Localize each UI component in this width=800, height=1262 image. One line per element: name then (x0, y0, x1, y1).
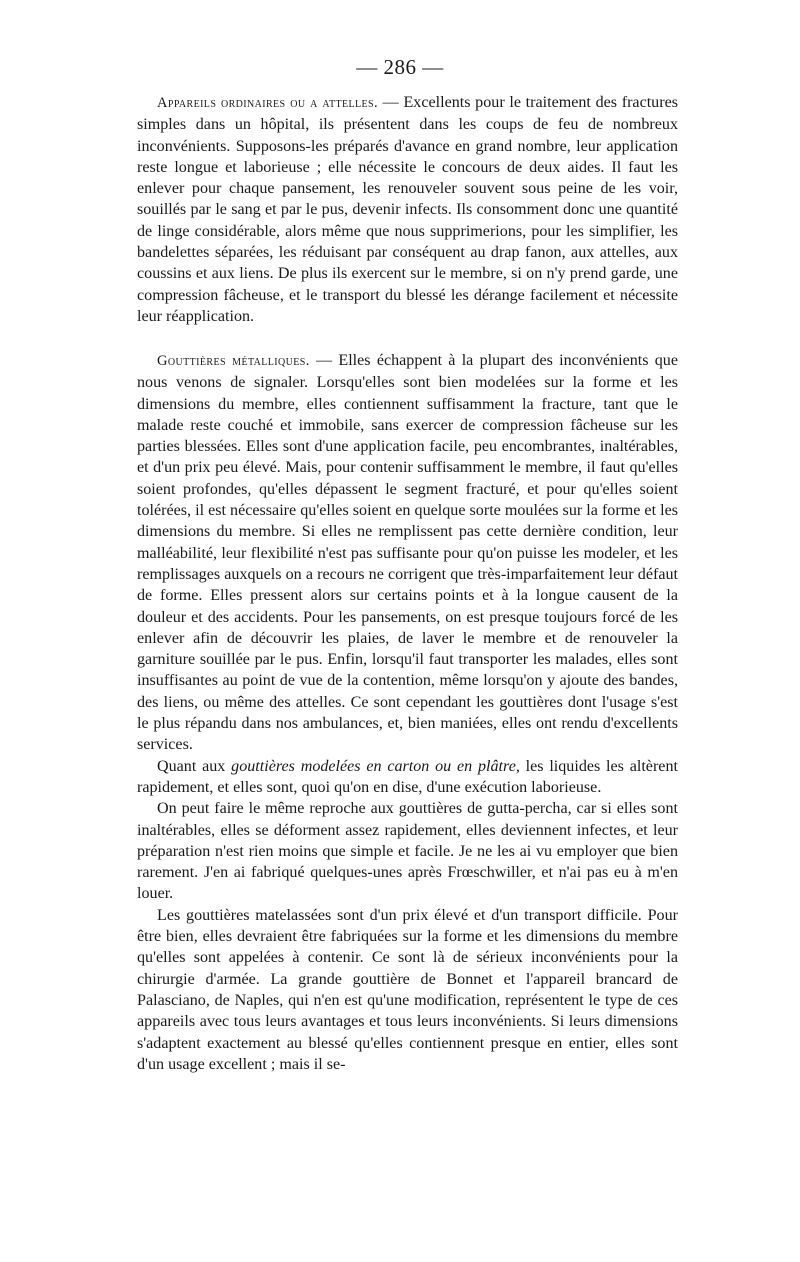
paragraph-text: — Excellents pour le traitement des fractures simples dans un hôpital, ils présentent dans les coups de feu de nombreux inconvénients. Supposons-les préparés d'avance en grand nombre, leur application reste longue et laborieuse ; elle nécessite le concours de deux aides. Il faut les enlever pour chaque pansement, les renouveler souvent sous peine de les voir, souillés par le sang et par le pus, devenir infects. Ils consomment donc une quantité de linge considérable, alors même que nous supprimerions, pour les simplifier, les bandelettes séparées, les réduisant par conséquent au drap fanon, aux attelles, aux coussins et aux liens. De plus ils exercent sur le membre, si on n'y prend garde, une compression fâcheuse, et le transport du blessé les dérange facilement et nécessite leur réapplication. (137, 94, 678, 325)
text-section-gouttieres (137, 350, 678, 1075)
italic-phrase: gouttières modelées en carton ou en plâtre (231, 757, 516, 775)
paragraph-gutta-percha (137, 798, 678, 904)
section-heading-appareils: Appareils ordinaires ou a attelles. (157, 95, 378, 111)
page-number: — 286 — (356, 55, 444, 79)
paragraph-matelassees (137, 905, 678, 1075)
paragraph-gouttieres-metalliques (137, 350, 678, 756)
paragraph-appareils (137, 92, 678, 327)
text-section-appareils (137, 92, 678, 327)
paragraph-text: , les liquides les altèrent rapidement, et elles sont, quoi qu'on en dise, d'une exécution laborieuse. (137, 757, 678, 796)
paragraph-text: — Elles échappent à la plupart des inconvénients que nous venons de signaler. Lorsqu'elles sont bien modelées sur la forme et les dimensions du membre, elles contiennent suffisamment la fracture, tant que le malade reste couché et immobile, sans exercer de compression fâcheuse sur les parties blessées. Elles sont d'une application facile, peu encombrantes, inaltérables, et d'un prix peu élevé. Mais, pour contenir suffisamment le membre, il faut qu'elles soient profondes, qu'elles dépassent le segment fracturé, et pour qu'elles soient tolérées, il est nécessaire qu'elles soient en quelque sorte moulées sur la forme et les dimensions du membre. Si elles ne remplissent pas cette dernière condition, leur malléabilité, leur flexibilité n'est pas suffisante pour qu'on puisse les modeler, et les remplissages auxquels on a recours ne corrigent que très-imparfaitement leur défaut de forme. Elles pressent alors sur certains points et à la longue causent de la douleur et des accidents. Pour les pansements, on est presque toujours forcé de les enlever afin de découvrir les plaies, de laver le membre et de renouveler la garniture souillée par le pus. Enfin, lorsqu'il faut transporter les malades, elles sont insuffisantes au point de vue de la contention, même lorsqu'on y ajoute des bandes, des liens, ou même des attelles. Ce sont cependant les gouttières dont l'usage s'est le plus répandu dans nos ambulances, et, bien maniées, elles ont rendu d'excellents services. (137, 352, 678, 754)
paragraph-text: Les gouttières matelassées sont d'un prix élevé et d'un transport difficile. Pour être bien, elles devraient être fabriquées sur la forme et les dimensions du membre qu'elles sont appelées à contenir. Ce sont là de sérieux inconvénients pour la chirurgie d'armée. La grande gouttière de Bonnet et l'appareil brancard de Palasciano, de Naples, qui n'en est qu'une modification, représentent le type de ces appareils avec tous leurs avantages et tous leurs inconvénients. Si leurs dimensions s'adaptent exactement au blessé qu'elles contiennent presque en entier, elles sont d'un usage excellent ; mais il se- (137, 906, 678, 1073)
paragraph-text: On peut faire le même reproche aux gouttières de gutta-percha, car si elles sont inaltérables, elles se déforment assez rapidement, elles deviennent infectes, et leur préparation n'est rien moins que simple et facile. Je ne les ai vu employer que bien rarement. J'en ai fabriqué quelques-unes après Frœschwiller, et n'ai pas eu à m'en louer. (137, 800, 678, 903)
section-heading-gouttieres: Gouttières métalliques. (157, 353, 310, 369)
paragraph-carton-platre (137, 756, 678, 799)
paragraph-text: Quant aux (157, 757, 232, 775)
